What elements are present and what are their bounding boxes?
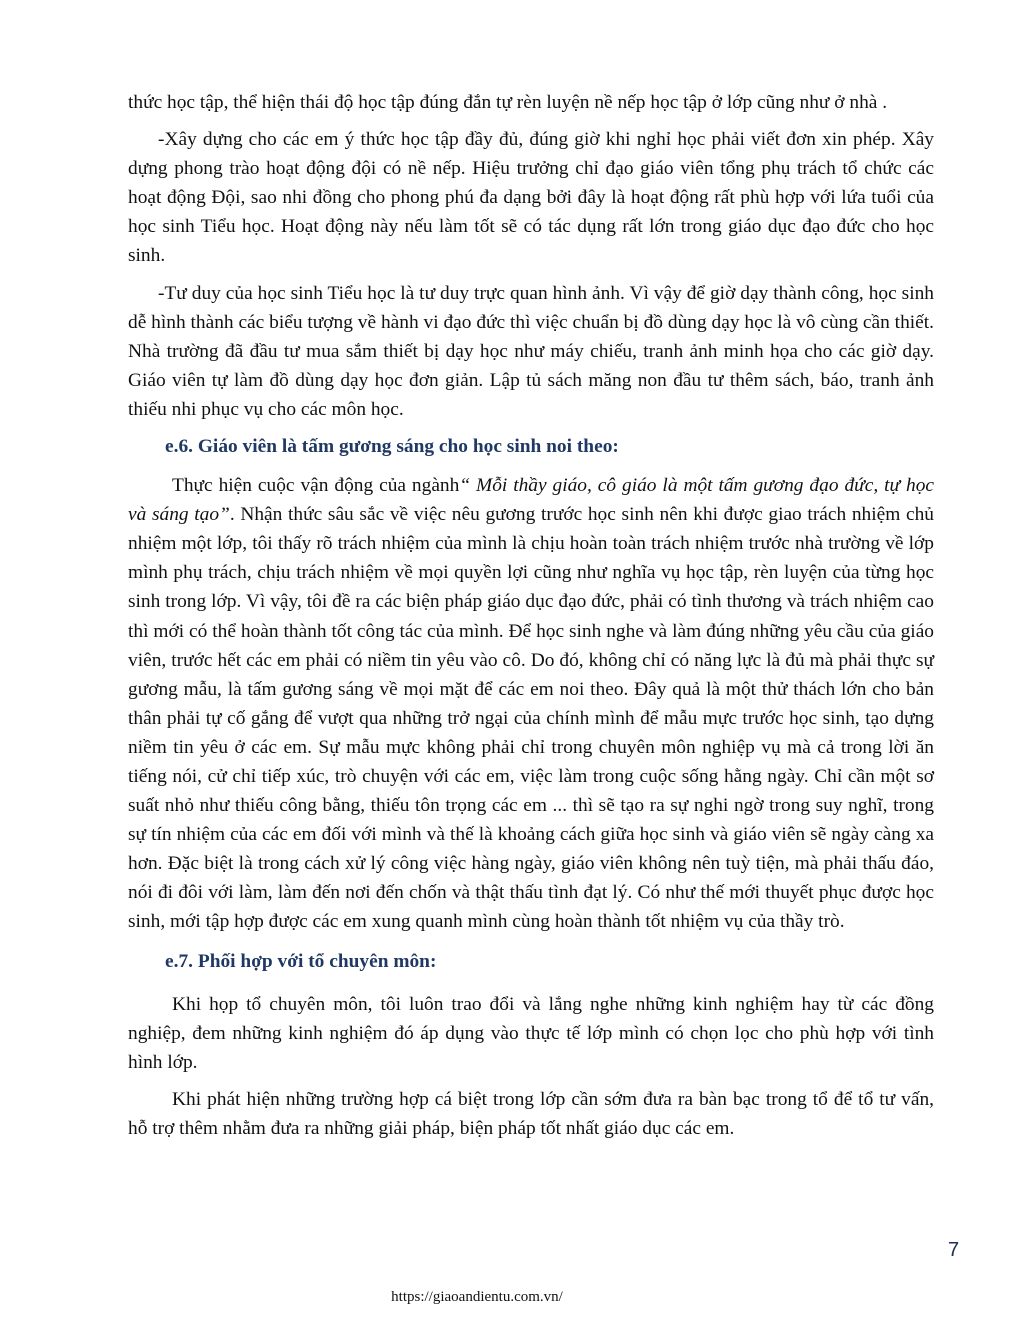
paragraph-special-cases: Khi phát hiện những trường hợp cá biệt trong lớp cần sớm đưa ra bàn bạc trong tổ để tổ tư vấn, hỗ trợ thêm nhằm đưa ra những giải pháp, biện pháp tốt nhất giáo dục các em. <box>128 1088 934 1139</box>
footer-url-link[interactable]: https://giaoandientu.com.vn/ <box>391 1289 563 1305</box>
paragraph-study-discipline: -Xây dựng cho các em ý thức học tập đầy đủ, đúng giờ khi nghỉ học phải viết đơn xin phép. Xây dựng phong trào hoạt động đội có nề nếp. Hiệu trưởng chỉ đạo giáo viên tổng phụ trách tổ chức các hoạt động Đội, sao nhi đồng cho phong phú đa dạng bởi đây là hoạt động rất phù hợp với lứa tuổi của học sinh Tiểu học. Hoạt động này nếu làm tốt sẽ có tác dụng rất lớn trong giáo dục đạo đức cho học sinh. <box>128 129 934 267</box>
paragraph-continuation: thức học tập, thể hiện thái độ học tập đúng đắn tự rèn luyện nề nếp học tập ở lớp cũng như ở nhà . <box>128 92 888 113</box>
paragraph-lead: Thực hiện cuộc vận động của ngành <box>172 475 460 497</box>
section-heading-e7: e.7. Phối hợp với tổ chuyên môn: <box>165 950 437 972</box>
document-body <box>128 88 934 1143</box>
paragraph-team-meeting: Khi họp tổ chuyên môn, tôi luôn trao đổi và lắng nghe những kinh nghiệm hay từ các đồng nghiệp, đem những kinh nghiệm đó áp dụng vào thực tế lớp mình có chọn lọc cho phù hợp với tình hình lớp. <box>128 993 934 1073</box>
paragraph-teacher-example <box>128 471 934 937</box>
section-heading-e6: e.6. Giáo viên là tấm gương sáng cho học sinh noi theo: <box>165 436 619 458</box>
paragraph-rest: . Nhận thức sâu sắc về việc nêu gương trước học sinh nên khi được giao trách nhiệm chủ nhiệm một lớp, tôi thấy rõ trách nhiệm của mình là chịu hoàn toàn trách nhiệm trước nhà trường về lớp mình phụ trách, chịu trách nhiệm về mọi quyền lợi cũng như nghĩa vụ học tập, rèn luyện của từng học sinh trong lớp. Vì vậy, tôi đề ra các biện pháp giáo dục đạo đức, phải có tình thương và trách nhiệm cao thì mới có thể hoàn thành tốt công tác của mình. Để học sinh nghe và làm đúng những yêu cầu của giáo viên, trước hết các em phải có niềm tin yêu vào cô. Do đó, không chỉ có năng lực là đủ mà phải thực sự gương mẫu, là tấm gương sáng về mọi mặt để các em noi theo. Đây quả là một thử thách lớn cho bản thân phải tự cố gắng để vượt qua những trở ngại của chính mình để mẫu mực trước học sinh, tạo dựng niềm tin yêu ở các em. Sự mẫu mực không phải chỉ trong chuyên môn nghiệp vụ mà cả trong lời ăn tiếng nói, cử chỉ tiếp xúc, trò chuyện với các em, việc làm trong cuộc sống hằng ngày. Chỉ cần một sơ suất nhỏ như thiếu công bằng, thiếu tôn trọng các em ... thì sẽ tạo ra sự nghi ngờ trong suy nghĩ, trong sự tín nhiệm của các em đối với mình và thế là khoảng cách giữa học sinh và giáo viên sẽ ngày càng xa hơn. Đặc biệt là trong cách xử lý công việc hàng ngày, giáo viên không nên tuỳ tiện, mà phải thấu đáo, nói đi đôi với làm, làm đến nơi đến chốn và thật thấu tình đạt lý. Có như thế mới thuyết phục được học sinh, mới tập hợp được các em xung quanh mình cùng hoàn thành tốt nhiệm vụ của thầy trò. <box>128 504 934 933</box>
paragraph-teaching-aids: -Tư duy của học sinh Tiểu học là tư duy trực quan hình ảnh. Vì vậy để giờ dạy thành công, học sinh dễ hình thành các biểu tượng về hành vi đạo đức thì việc chuẩn bị đồ dùng dạy học là vô cùng cần thiết. Nhà trường đã đầu tư mua sắm thiết bị dạy học như máy chiếu, tranh ảnh minh họa cho các giờ dạy. Giáo viên tự làm đồ dùng dạy học đơn giản. Lập tủ sách măng non đầu tư thêm sách, báo, tranh ảnh thiếu nhi phục vụ cho các môn học. <box>128 282 934 420</box>
page-number: 7 <box>948 1239 960 1261</box>
campaign-quote: “ Mỗi thầy giáo, cô giáo là một tấm gương đạo đức, tự học và sáng tạo” <box>128 475 934 526</box>
